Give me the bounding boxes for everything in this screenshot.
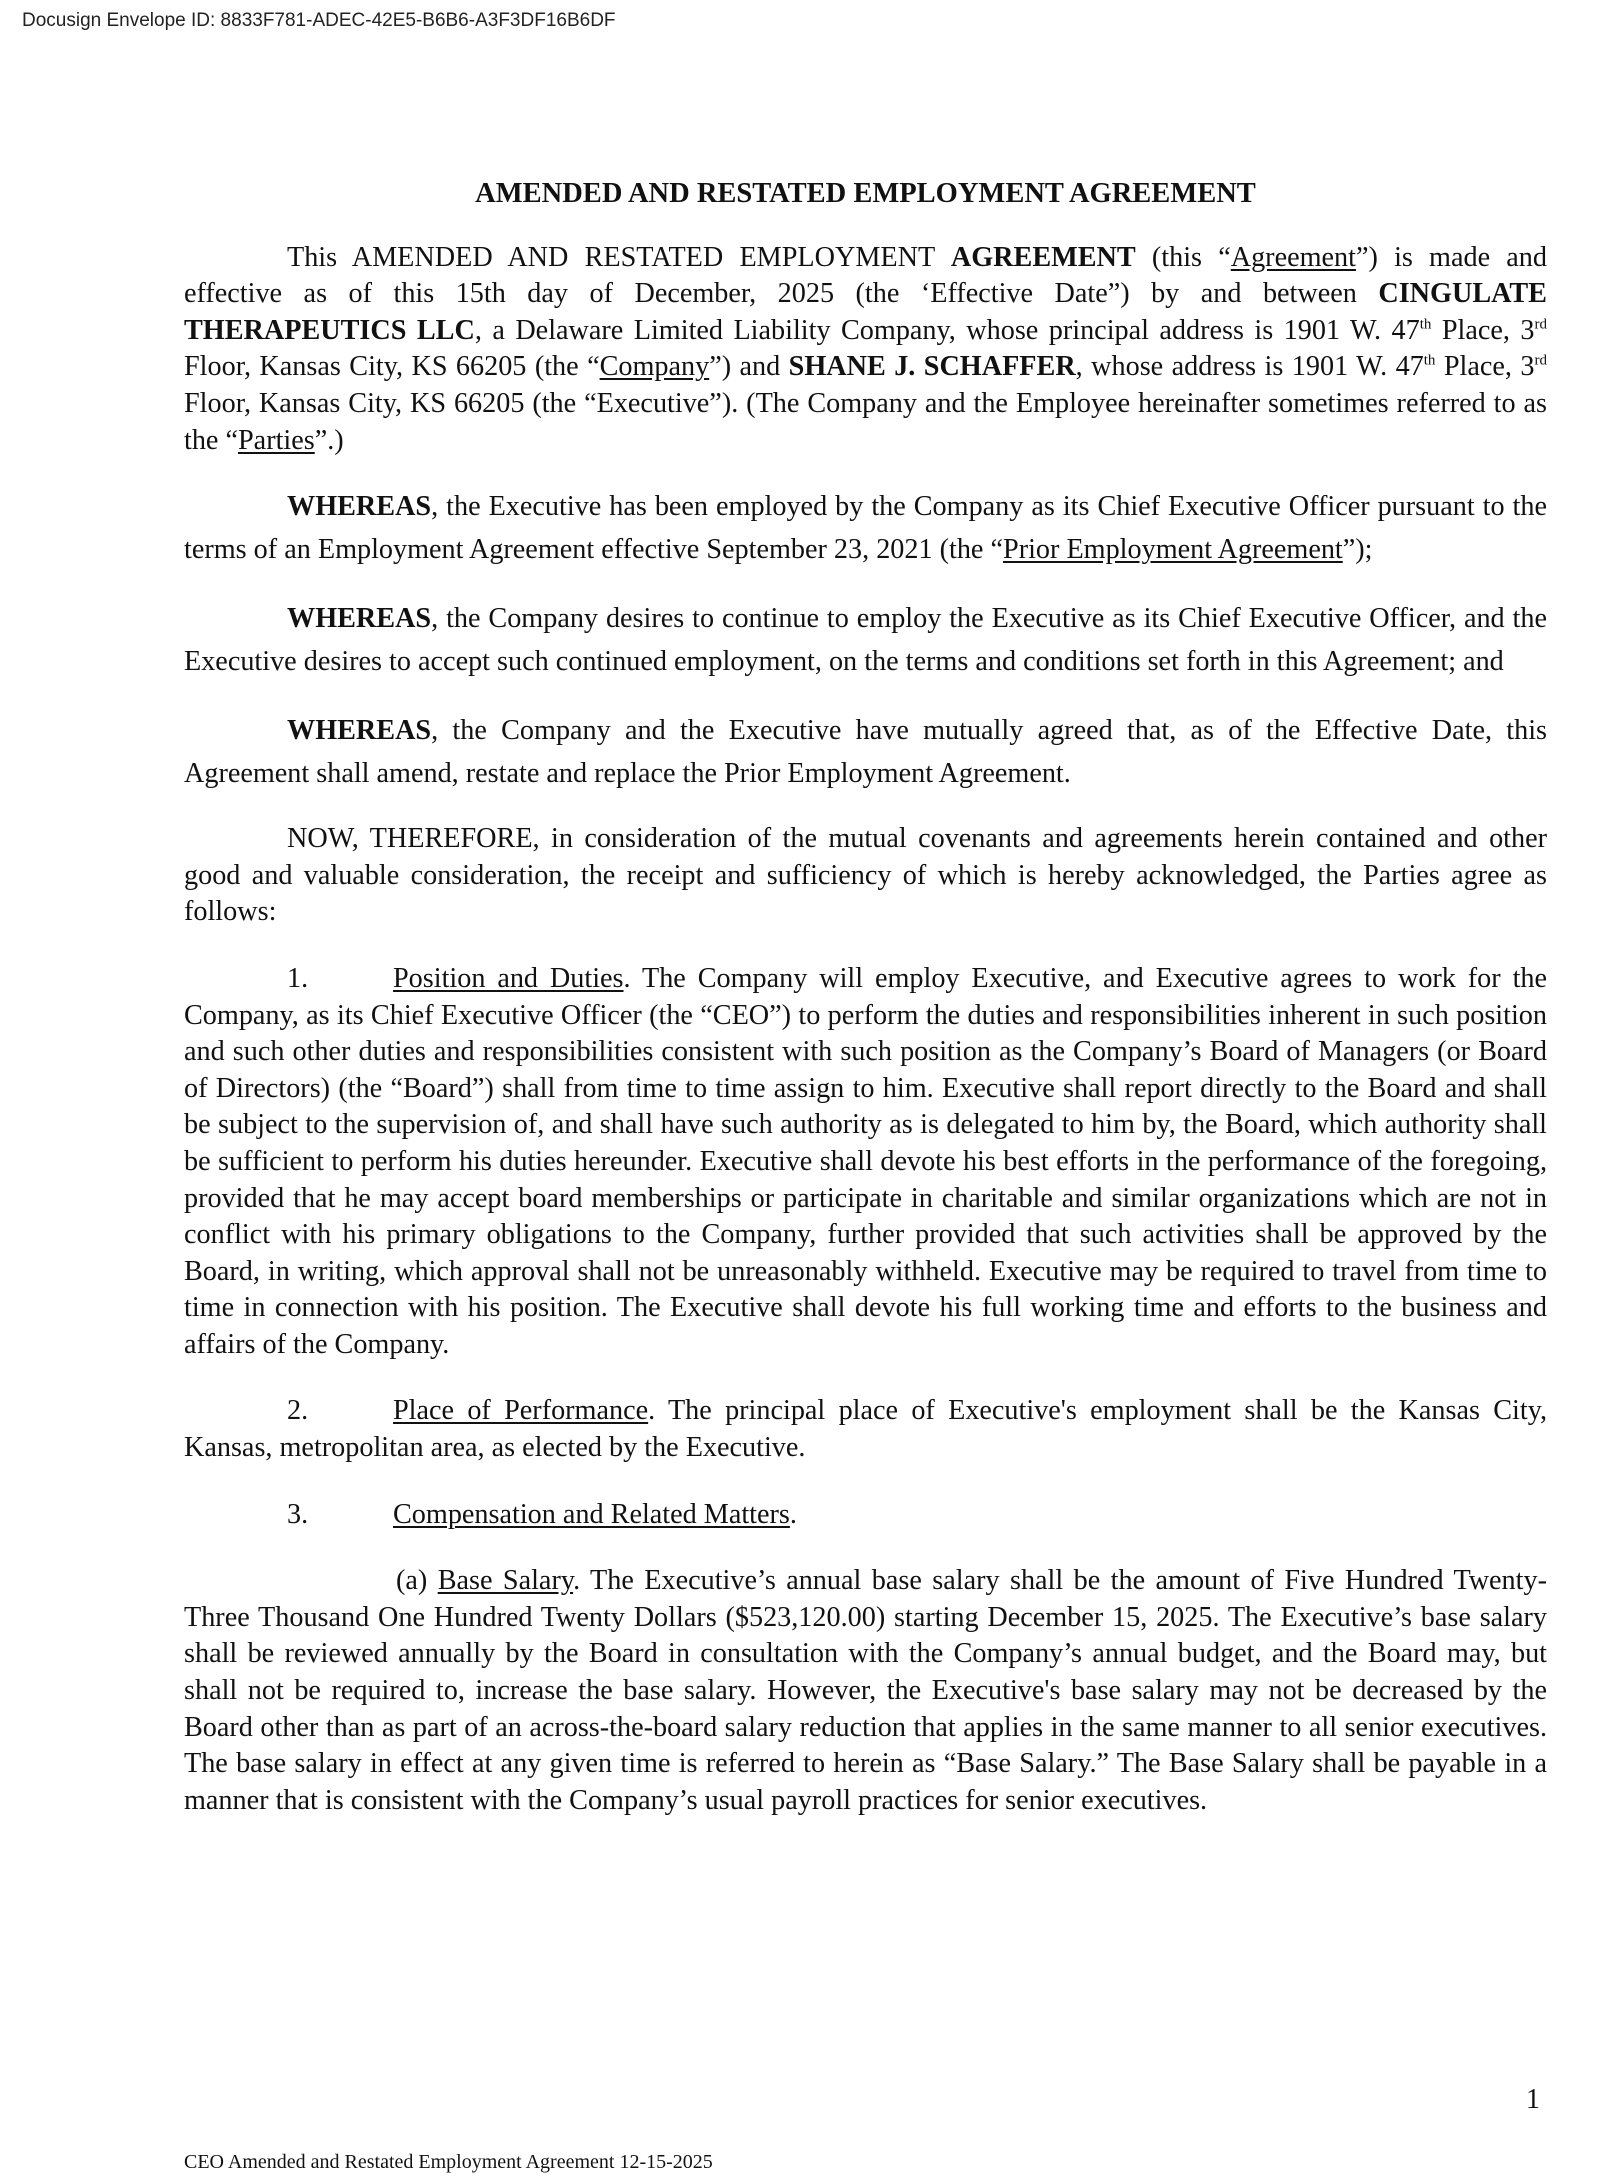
now-therefore-paragraph: NOW, THEREFORE, in consideration of the mutual covenants and agreements herein contained and other good and valuable consideration, the receipt and sufficiency of which is hereby acknowledged, the Parties agree as follows: — [184, 823, 1547, 928]
document-title: AMENDED AND RESTATED EMPLOYMENT AGREEMENT — [475, 178, 1256, 209]
section-2-place-of-performance: 2. Place of Performance. The principal place of Executive's employment shall be the Kansas City, Kansas, metropolitan area, as elected by the Executive. — [184, 1395, 1548, 1464]
company-name: CINGULATE THERAPEUTICS LLC — [184, 278, 1547, 346]
section-3a-base-salary: (a) Base Salary. The Executive’s annual base salary shall be the amount of Five Hundred Twenty-Three Thousand One Hundred Twenty Dollars ($523,120.00) starting December 15, 2025. The Executive’s base salary shall be reviewed annually by the Board in consultation with the Company’s annual budget, and the Board may, but shall not be required to, increase the base salary. However, the Executive's base salary may not be decreased by the Board other than as part of an across-the-board salary reduction that applies in the same manner to all senior executives. The base salary in effect at any given time is referred to herein as “Base Salary.” The Base Salary shall be payable in a manner that is consistent with the Company’s usual payroll practices for senior executives. — [184, 1565, 1547, 1816]
docusign-envelope-id: Docusign Envelope ID: 8833F781-ADEC-42E5-B6B6-A3F3DF16B6DF — [22, 10, 616, 31]
whereas-paragraph-3: WHEREAS, the Company and the Executive have mutually agreed that, as of the Effective Date, this Agreement shall amend, restate and replace the Prior Employment Agreement. — [184, 715, 1547, 790]
section-1-position-and-duties: 1. Position and Duties. The Company will employ Executive, and Executive agrees to work for the Company, as its Chief Executive Officer (the “CEO”) to perform the duties and responsibilities inherent in such position and such other duties and responsibilities consistent with such position as the Company’s Board of Managers (or Board of Directors) (the “Board”) shall from time to time assign to him. Executive shall report directly to the Board and shall be subject to the supervision of, and shall have such authority as is delegated to him by, the Board, which authority shall be sufficient to perform his duties hereunder. Executive shall devote his best efforts in the performance of the foregoing, provided that he may accept board memberships or participate in charitable and similar organizations which are not in conflict with his primary obligations to the Company, further provided that such activities shall be approved by the Board, in writing, which approval shall not be unreasonably withheld. Executive may be required to travel from time to time in connection with his position. The Executive shall devote his full working time and efforts to the business and affairs of the Company. — [184, 962, 1548, 1360]
section-3-compensation: 3. Compensation and Related Matters. — [287, 1498, 797, 1530]
whereas-paragraph-1: WHEREAS, the Executive has been employed by the Company as its Chief Executive Officer pursuant to the terms of an Employment Agreement effective September 23, 2021 (the “Prior Employment Agreement”); — [184, 491, 1547, 566]
executive-name: SHANE J. SCHAFFER — [788, 351, 1076, 383]
whereas-paragraph-2: WHEREAS, the Company desires to continue to employ the Executive as its Chief Executive Officer, and the Executive desires to accept such continued employment, on the terms and conditions set forth in this Agreement; and — [184, 603, 1547, 678]
document-page — [184, 176, 1547, 1845]
footer-text: CEO Amended and Restated Employment Agreement 12-15-2025 — [184, 2151, 713, 2173]
intro-paragraph: This AMENDED AND RESTATED EMPLOYMENT AGREEMENT (this “Agreement”) is made and effective as of this 15th day of December, 2025 (the ‘Effective Date”) by and between CINGULATE THERAPEUTICS LLC, a Delaware Limited Liability Company, whose principal address is 1901 W. 47th Place, 3rd Floor, Kansas City, KS 66205 (the “Company”) and SHANE J. SCHAFFER, whose address is 1901 W. 47th Place, 3rd Floor, Kansas City, KS 66205 (the “Executive”). (The Company and the Employee hereinafter sometimes referred to as the “Parties”.) — [184, 241, 1547, 456]
page-number: 1 — [1526, 2084, 1540, 2115]
